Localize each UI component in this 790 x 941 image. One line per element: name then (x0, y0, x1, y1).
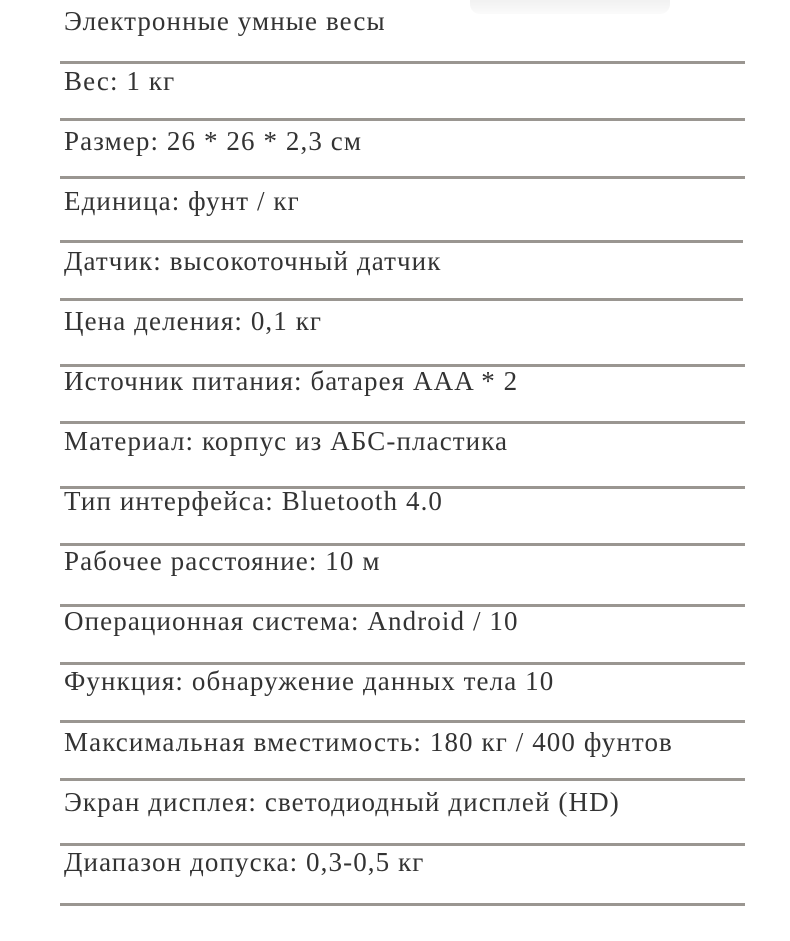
spec-text: Датчик: высокоточный датчик (64, 246, 442, 276)
spec-text: Вес: 1 кг (64, 66, 176, 96)
spec-text: Электронные умные весы (64, 6, 386, 36)
spec-row-unit (0, 180, 790, 240)
spec-text: Тип интерфейса: Bluetooth 4.0 (64, 486, 444, 516)
spec-row-weight (0, 60, 790, 120)
spec-text: Цена деления: 0,1 кг (64, 306, 323, 336)
spec-row-material (0, 420, 790, 480)
spec-row-os (0, 600, 790, 660)
row-divider (60, 176, 745, 179)
spec-row-sensor (0, 240, 790, 300)
spec-row-division (0, 300, 790, 360)
spec-row-distance (0, 540, 790, 600)
spec-text: Максимальная вместимость: 180 кг / 400 фунтов (64, 727, 673, 757)
spec-row-function (0, 660, 790, 720)
spec-text: Материал: корпус из АБС-пластика (64, 426, 509, 456)
spec-text: Экран дисплея: светодиодный дисплей (HD) (64, 787, 620, 817)
spec-text: Единица: фунт / кг (64, 186, 300, 216)
spec-text: Диапазон допуска: 0,3-0,5 кг (64, 847, 425, 877)
spec-row-display (0, 781, 790, 841)
spec-row-size (0, 120, 790, 180)
spec-row-power (0, 360, 790, 420)
spec-text: Функция: обнаружение данных тела 10 (64, 666, 555, 696)
spec-row-tolerance (0, 841, 790, 901)
spec-text: Операционная система: Android / 10 (64, 606, 519, 636)
spec-row-interface (0, 480, 790, 540)
spec-row-title (0, 0, 790, 60)
spec-text: Размер: 26 * 26 * 2,3 см (64, 126, 363, 156)
row-divider (60, 903, 745, 906)
spec-row-capacity (0, 721, 790, 781)
spec-text: Рабочее расстояние: 10 м (64, 546, 381, 576)
spec-text: Источник питания: батарея AAA * 2 (64, 366, 519, 396)
